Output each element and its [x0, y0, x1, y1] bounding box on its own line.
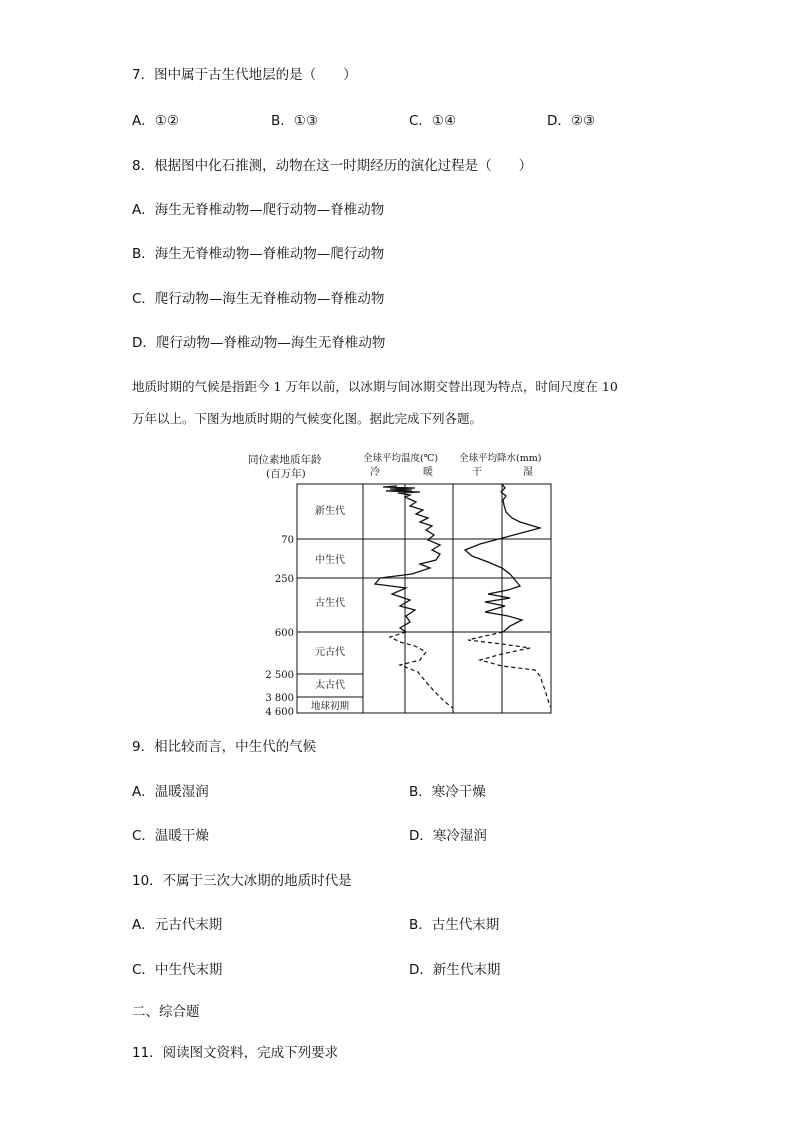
- age-label: 70: [281, 535, 294, 546]
- q8-option-a: A．海生无脊椎动物—爬行动物—脊椎动物: [132, 202, 385, 218]
- era-label: 新生代: [315, 506, 345, 517]
- precip-wet-label: 湿: [523, 467, 533, 478]
- age-label: 4 600: [265, 707, 294, 718]
- q8-option-c: C．爬行动物—海生无脊椎动物—脊椎动物: [132, 291, 385, 307]
- age-label: 2 500: [265, 670, 294, 681]
- precip-dry-label: 干: [472, 467, 482, 478]
- age-unit: (百万年): [266, 468, 306, 480]
- q7-option-c: C．①④: [409, 113, 457, 129]
- q10-stem: 10．不属于三次大冰期的地质时代是: [132, 873, 352, 889]
- q8-option-b: B．海生无脊椎动物—脊椎动物—爬行动物: [132, 246, 385, 262]
- q7-option-b: B．①③: [271, 113, 318, 129]
- temp-cold-label: 冷: [370, 467, 380, 478]
- temperature-curve: [375, 486, 440, 632]
- intro-line-2: 万年以上。下图为地质时期的气候变化图。据此完成下列各题。: [132, 411, 483, 426]
- q9-option-a: A．温暖湿润: [132, 784, 209, 800]
- q9-option-b: B．寒冷干燥: [409, 784, 486, 800]
- age-label: 3 800: [265, 693, 294, 704]
- temp-header: 全球平均温度(℃): [363, 453, 439, 464]
- q10-option-a: A．元古代末期: [132, 917, 223, 933]
- precip-header: 全球平均降水(mm): [459, 453, 542, 464]
- q7-option-d: D．②③: [547, 113, 596, 129]
- q11-stem: 11．阅读图文资料，完成下列要求: [132, 1045, 339, 1061]
- q10-option-b: B．古生代末期: [409, 917, 500, 933]
- precipitation-curve-dashed: [468, 632, 551, 708]
- intro-line-1: 地质时期的气候是指距今 1 万年以前，以冰期与间冰期交替出现为特点，时间尺度在 10: [132, 379, 618, 394]
- climate-change-figure: [240, 450, 560, 718]
- q8-option-d: D．爬行动物—脊椎动物—海生无脊椎动物: [132, 335, 386, 351]
- chart-box: [363, 484, 551, 713]
- temperature-curve-dashed: [390, 632, 453, 708]
- temp-warm-label: 暖: [423, 467, 433, 478]
- section-title: 二、综合题: [132, 1004, 200, 1020]
- age-header: 同位素地质年龄: [248, 454, 322, 466]
- era-label: 地球初期: [310, 701, 350, 712]
- age-label: 600: [274, 628, 294, 639]
- q9-option-d: D．寒冷湿润: [409, 828, 487, 844]
- q7-option-a: A．①②: [132, 113, 179, 129]
- era-label: 元古代: [315, 647, 345, 658]
- q9-option-c: C．温暖干燥: [132, 828, 209, 844]
- q10-option-d: D．新生代末期: [409, 962, 501, 978]
- era-label: 中生代: [315, 555, 345, 566]
- era-label: 古生代: [315, 598, 345, 609]
- q10-option-c: C．中生代末期: [132, 962, 223, 978]
- q9-stem: 9．相比较而言，中生代的气候: [132, 739, 317, 755]
- q7-stem: 7．图中属于古生代地层的是（ ）: [132, 67, 357, 83]
- era-label: 太古代: [315, 680, 345, 691]
- q8-stem: 8．根据图中化石推测，动物在这一时期经历的演化过程是（ ）: [132, 158, 533, 174]
- age-label: 250: [274, 574, 294, 585]
